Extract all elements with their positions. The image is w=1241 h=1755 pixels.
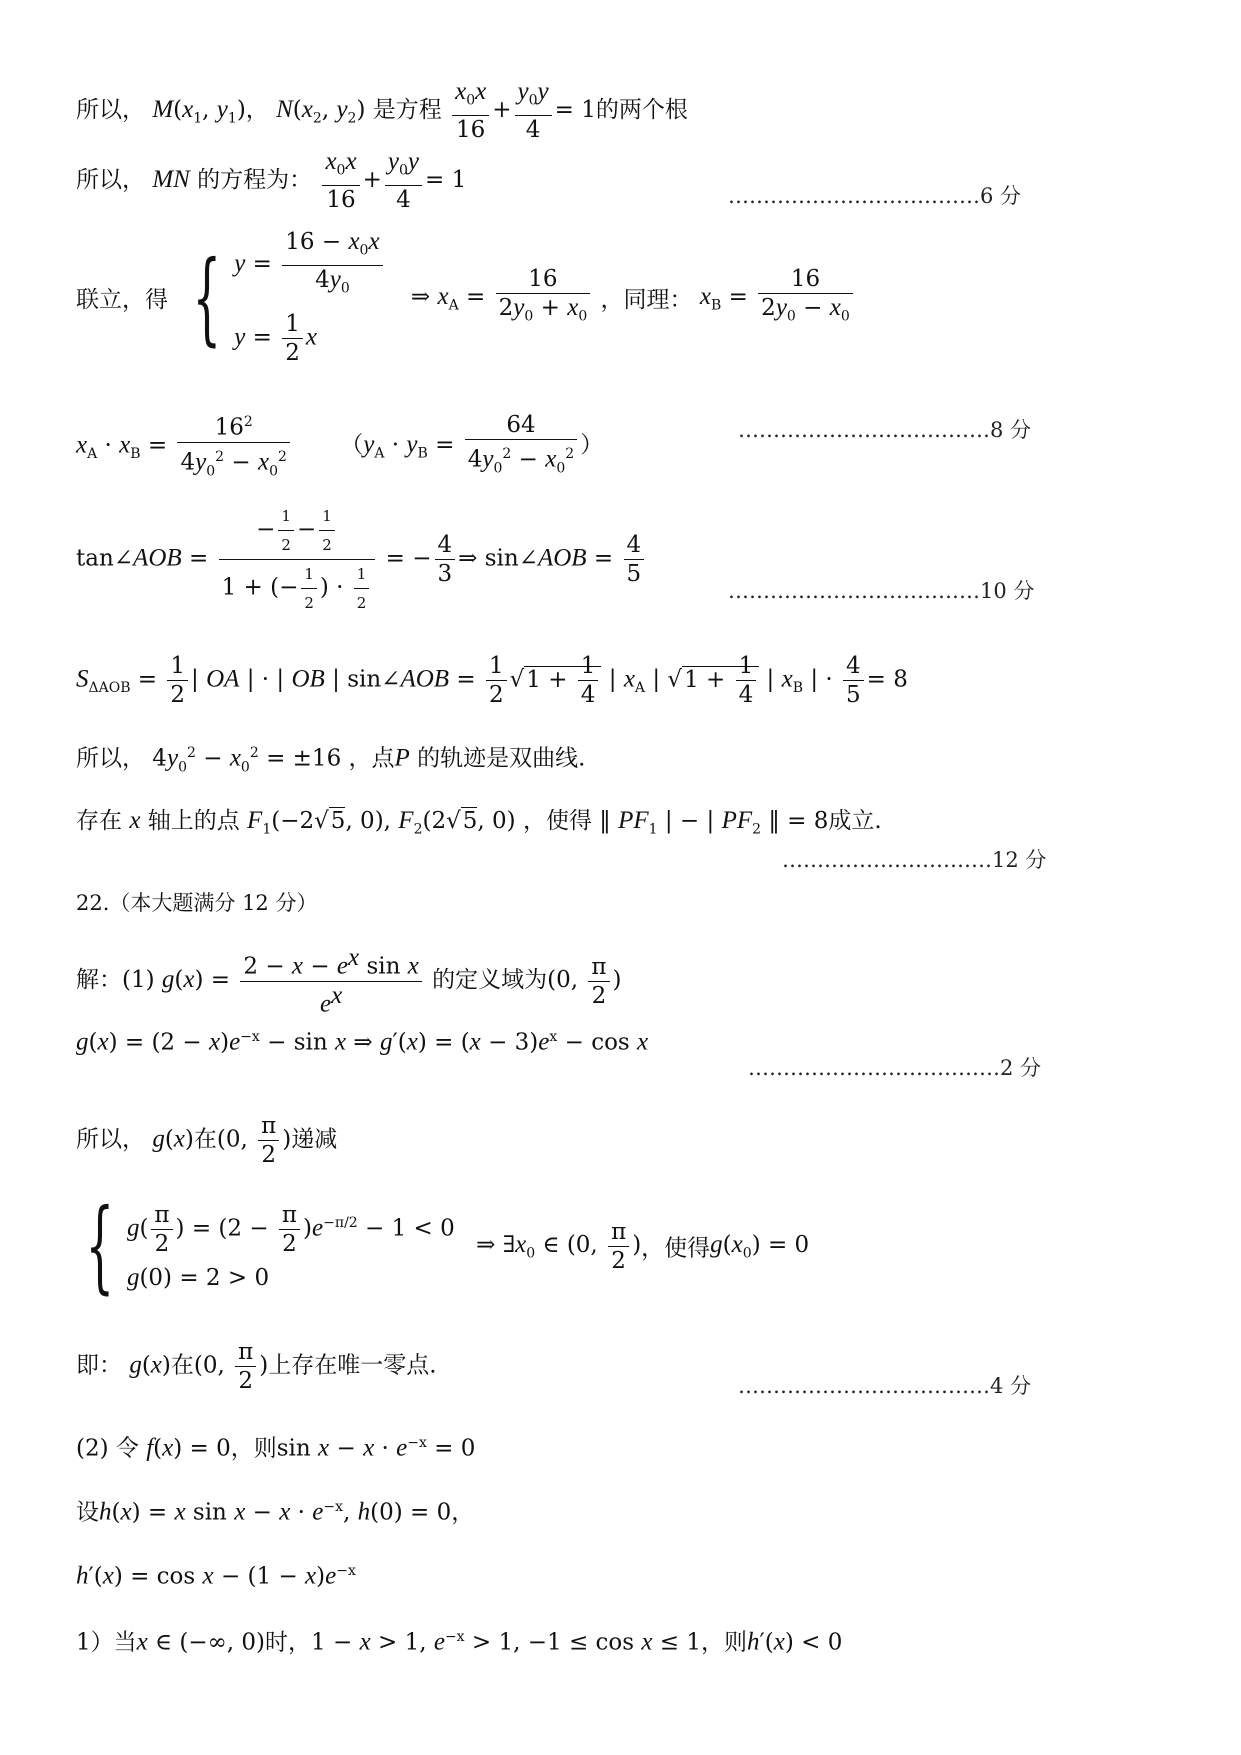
score-10: ………………………………10 分 — [728, 579, 1035, 603]
line-hyperbola: 所以， $4y_0^2 - x_0^2 = \pm 16$ ，点P 的轨迹是双曲线. — [76, 744, 586, 776]
line-decreasing: 所以， g(x)在(0, $\frac{\pi}{2}$ )递减 — [76, 1113, 338, 1168]
text: 联立，得 — [76, 287, 168, 314]
line-product: $x_A \cdot x_B$ = $\frac{16^2}{4y_0^2 - x_0^2}$ （$y_A \cdot y_B$ = $\frac{64}{4y_0^2 - x_0^2}$ ） — [76, 408, 603, 485]
text: 在 — [193, 1126, 217, 1153]
text: 设 — [76, 1499, 99, 1526]
line-system: 联立，得 { y = $\frac{16 - x_0x}{4y_0}$ y = $\frac{1}{2}$ x ⇒ $x_A$ = $\frac{16}{2y_0 + x_0}$ ，同理： $x_B$ = $\frac{16}{2y_0 - x_0}$ — [76, 228, 856, 367]
score-12: …………………………12 分 — [782, 848, 1047, 872]
text: 成立. — [828, 808, 882, 834]
text: 所以， — [76, 745, 145, 772]
line-roots: 所以， $M(x_1$, $y_1$)， $N(x_2$, $y_2$) 是方程 $\frac{x_0x}{16}$ + $\frac{y_0y}{4}$ = 1的两个根 — [76, 78, 688, 143]
line-domain: 解：(1) g(x) = $\frac{2 - x - e^x \sin x}{e^x}$ 的定义域为(0, $\frac{\pi}{2}$ ) — [76, 944, 622, 1018]
text: 递减 — [291, 1126, 338, 1153]
text: ，则 — [230, 1435, 277, 1462]
line-unique-zero: 即： g(x)在(0, $\frac{\pi}{2}$ )上存在唯一零点. — [76, 1339, 437, 1394]
score-4: ………………………………4 分 — [738, 1374, 1032, 1398]
text: ，使得 — [641, 1235, 711, 1262]
line-h-derivative: $h'(x) = \cos x - (1 - x)e^{-x}$ — [76, 1562, 356, 1590]
line-exists-zero: { g( $\frac{\pi}{2}$ ) = (2 − $\frac{\pi}{2}$ )$e^{-\pi/2} - 1 < 0$ g(0) = 2 > 0 ⇒ $\exists x_0$ ∈ (0, $\frac{\pi}{2}$ )，使得$g(x_0) = 0$ — [85, 1187, 810, 1304]
score-2: ………………………………2 分 — [748, 1056, 1042, 1080]
text: 上存在唯一零点. — [268, 1352, 437, 1379]
problem-22-heading: 22.（本大题满分 12 分） — [76, 891, 318, 915]
text: 1）当 — [76, 1629, 137, 1656]
line-foci: 存在 x 轴上的点 $F_1(-2√5$, 0), $F_2(2√5$, 0) ，使得 ‖ $PF_1$ | − | $PF_2$ ‖ = 8成立. — [76, 807, 882, 838]
text: 解：(1) — [76, 967, 155, 994]
score-6: ………………………………6 分 — [728, 184, 1022, 208]
line-case-1: 1）当x ∈ (−∞, 0)时，1 − x > 1, $e^{-x} > 1$, −1 ≤ cos x ≤ 1，则h′(x) < 0 — [76, 1628, 843, 1656]
segment-mn: MN — [152, 165, 190, 193]
line-derivative-g: $g(x) = (2 - x)e^{-x} - \sin x$ ⇒ $g'(x) = (x - 3)e^x - \cos x$ — [76, 1028, 649, 1056]
line-tan: tan∠AOB = − $\frac{1}{2}$ − $\frac{1}{2}$ 1 + (− $\frac{1}{2}$ ) · $\frac{1}{2}$ = − $\frac{4}{3}$ ⇒ sin∠AOB = $\frac{4}{5}$ — [76, 502, 647, 617]
text: 轴上的点 — [147, 808, 240, 834]
text: 存在 — [76, 808, 122, 834]
text: 时， — [265, 1629, 312, 1656]
text: ，点 — [348, 745, 395, 772]
text: 在 — [170, 1352, 194, 1379]
text: (2) 令 — [76, 1435, 139, 1462]
text: 是方程 — [372, 96, 442, 123]
text: 所以， — [76, 166, 145, 193]
text: 的轨迹是双曲线. — [417, 745, 586, 772]
line-part2: (2) 令 f(x) = 0，则$\sin x - x \cdot e^{-x} = 0$ — [76, 1434, 476, 1462]
text: ，则 — [701, 1629, 748, 1656]
line-mn-equation: 所以， MN 的方程为： $\frac{x_0x}{16}$ + $\frac{y_0y}{4}$ = 1 — [76, 148, 467, 213]
score-8: ………………………………8 分 — [738, 418, 1032, 442]
text: ，使得 — [522, 808, 592, 834]
line-area: $S_{\Delta AOB}$ = $\frac{1}{2}$ | OA | · | OB | sin∠AOB = $\frac{1}{2}$ √1 + $\frac{1}{4}$ | $x_A$ | √1 + $\frac{1}{4}$ | $x_B$ | · $\frac{4}{5}$ = 8 — [76, 653, 908, 708]
text: 即： — [76, 1352, 122, 1379]
text: 所以， — [76, 96, 145, 123]
text: 的方程为： — [197, 166, 313, 193]
text: 的两个根 — [595, 96, 688, 123]
text: 的定义域为 — [432, 967, 548, 994]
text: 所以， — [76, 1126, 145, 1153]
text: ，同理： — [600, 287, 693, 314]
line-define-h: 设h(x) = x $\sin x - x \cdot e^{-x}$, h(0) = 0， — [76, 1498, 475, 1526]
